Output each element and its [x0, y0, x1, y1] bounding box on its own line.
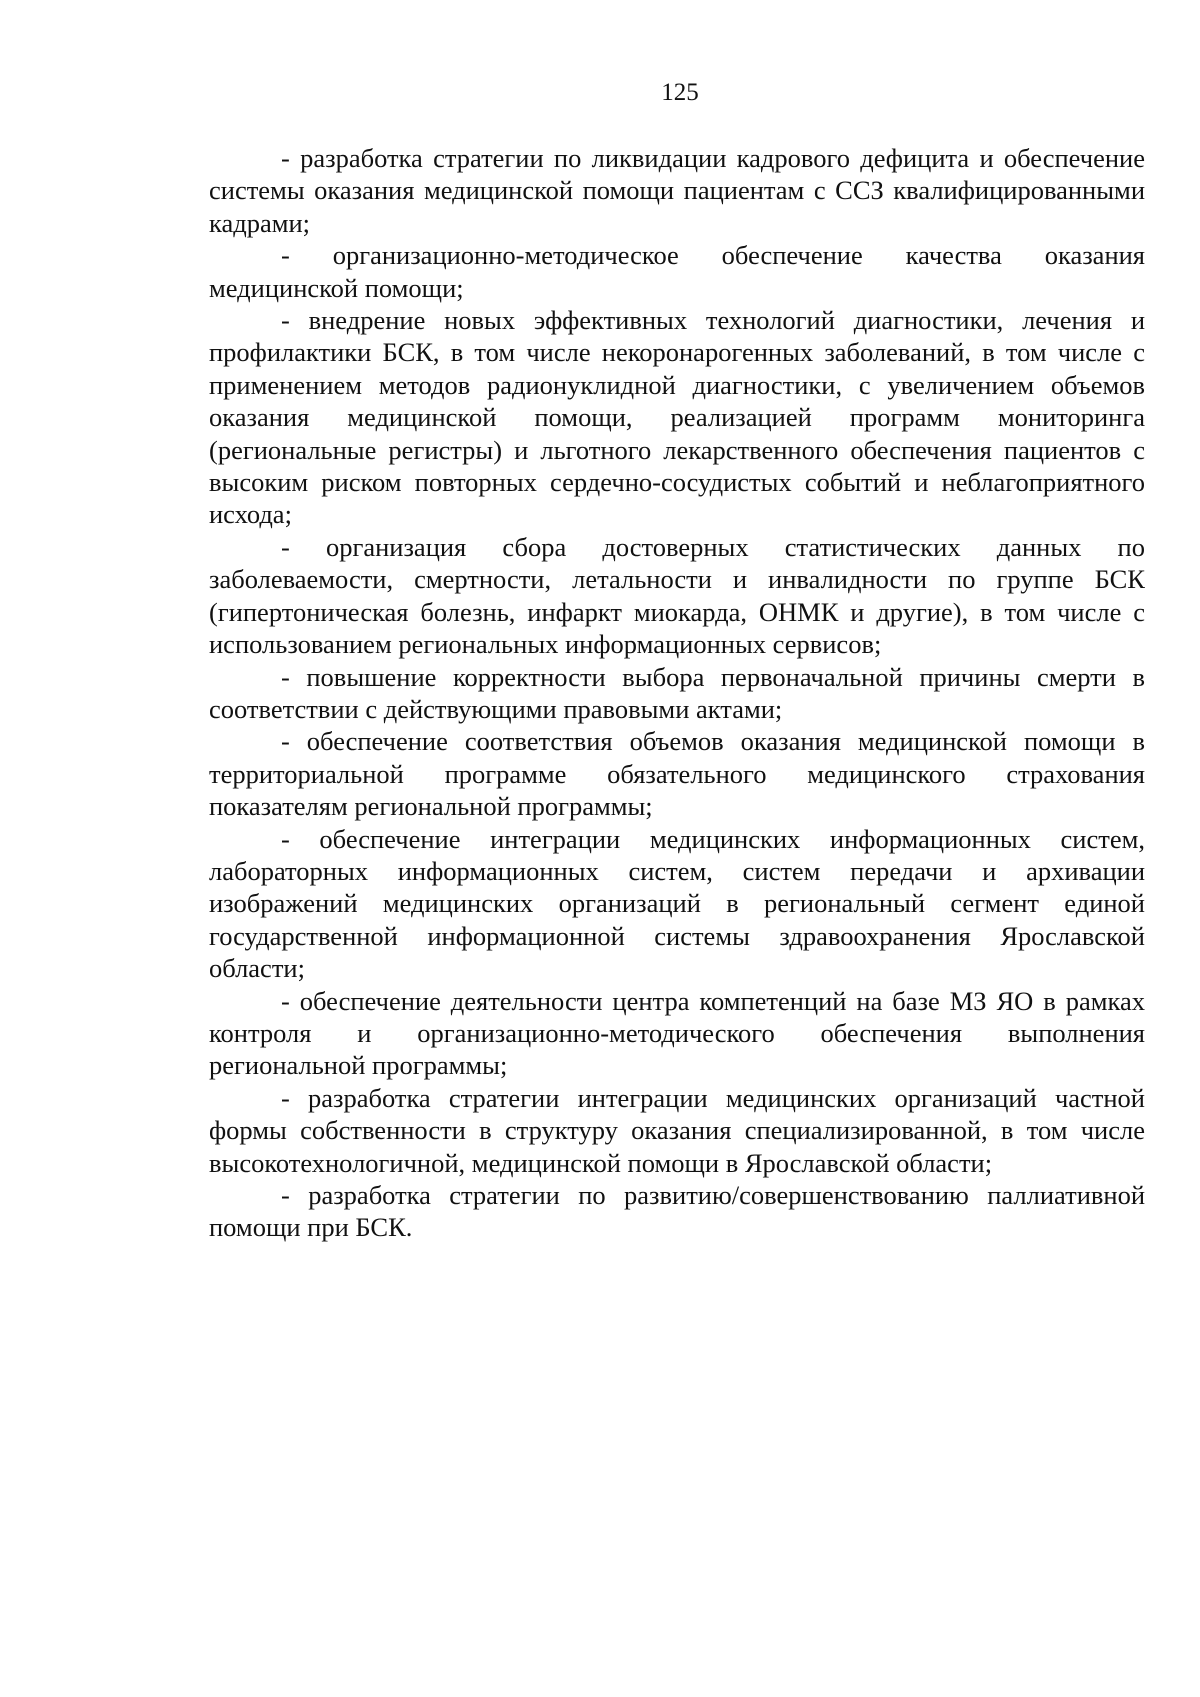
list-item: - обеспечение соответствия объемов оказания медицинской помощи в территориальной программе обязательного медицинского страхования показателям региональной программы; [209, 726, 1145, 822]
list-item: - разработка стратегии по ликвидации кадрового дефицита и обеспечение системы оказания медицинской помощи пациентам с ССЗ квалифицированными кадрами; [209, 143, 1145, 238]
list-item: - повышение корректности выбора первоначальной причины смерти в соответствии с действующими правовыми актами; [209, 661, 1145, 724]
list-item: - организация сбора достоверных статистических данных по заболеваемости, смертности, летальности и инвалидности по группе БСК (гипертоническая болезнь, инфаркт миокарда, ОНМК и другие), в том числе с использованием региональных информационных сервисов; [209, 531, 1145, 660]
page-number: 125 [661, 79, 699, 106]
list-item: - обеспечение интеграции медицинских информационных систем, лабораторных информационных систем, систем передачи и архивации изображений медицинских организаций в региональный сегмент единой государственной информационной системы здравоохранения Ярославской области; [209, 823, 1145, 984]
list-item: - обеспечение деятельности центра компетенций на базе МЗ ЯО в рамках контроля и организационно-методического обеспечения выполнения региональной программы; [209, 985, 1145, 1081]
bullet-list [209, 142, 1145, 1244]
list-item: - внедрение новых эффективных технологий диагностики, лечения и профилактики БСК, в том числе некоронарогенных заболеваний, в том числе с применением методов радионуклидной диагностики, с увеличением объемов оказания медицинской помощи, реализацией программ мониторинга (региональные регистры) и льготного лекарственного обеспечения пациентов с высоким риском повторных сердечно-сосудистых событий и неблагоприятного исхода; [209, 305, 1145, 530]
list-item: - разработка стратегии интеграции медицинских организаций частной формы собственности в структуру оказания специализированной, в том числе высокотехнологичной, медицинской помощи в Ярославской области; [209, 1082, 1145, 1178]
list-item: - организационно-методическое обеспечение качества оказания медицинской помощи; [209, 240, 1145, 303]
list-item: - разработка стратегии по развитию/совершенствованию паллиативной помощи при БСК. [209, 1180, 1145, 1243]
